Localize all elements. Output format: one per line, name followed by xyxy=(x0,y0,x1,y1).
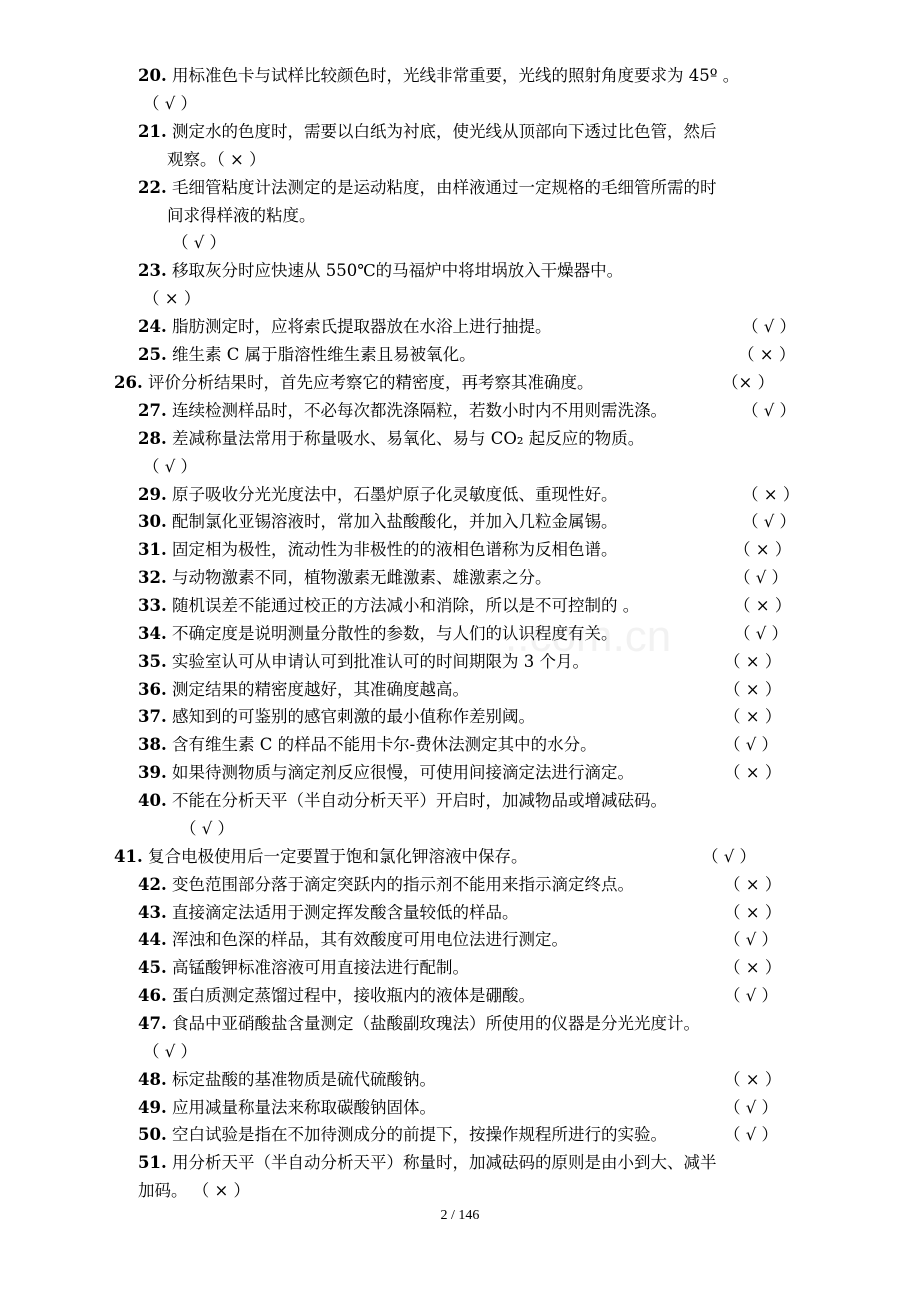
list-item xyxy=(138,648,589,676)
item-text: 标定盐酸的基准物质是硫代硫酸钠。 xyxy=(171,1070,436,1089)
list-item xyxy=(143,1038,197,1066)
list-item xyxy=(138,1094,436,1122)
item-number: 40. xyxy=(138,791,167,810)
list-item xyxy=(138,787,667,815)
answer-mark: （ × ） xyxy=(724,1070,782,1089)
item-number: 25. xyxy=(138,345,167,364)
item-text: 应用减量称量法来称取碳酸钠固体。 xyxy=(171,1098,436,1117)
list-item xyxy=(138,899,518,927)
item-number: 38. xyxy=(138,735,167,754)
item-text: 高锰酸钾标准溶液可用直接法进行配制。 xyxy=(171,958,469,977)
item-text: 原子吸收分光光度法中，石墨炉原子化灵敏度低、重现性好。 xyxy=(171,485,618,504)
item-number: 41. xyxy=(114,847,143,866)
answer-mark: （ × ） xyxy=(724,958,782,977)
list-item xyxy=(167,202,316,230)
item-number: 28. xyxy=(138,429,167,448)
item-text: 直接滴定法适用于测定挥发酸含量较低的样品。 xyxy=(171,903,519,922)
list-item xyxy=(180,815,234,843)
item-number: 21. xyxy=(138,122,167,141)
item-text: 连续检测样品时，不必每次都洗涤隔粒，若数小时内不用则需洗涤。 xyxy=(171,401,667,420)
item-text: 测定结果的精密度越好，其准确度越高。 xyxy=(171,680,469,699)
list-item xyxy=(143,90,197,118)
item-number: 24. xyxy=(138,317,167,336)
item-text: 与动物激素不同，植物激素无雌激素、雄激素之分。 xyxy=(171,568,552,587)
answer-mark: （ × ） xyxy=(724,875,782,894)
item-number: 26. xyxy=(114,373,143,392)
item-number: 22. xyxy=(138,178,167,197)
item-text: （ √ ） xyxy=(172,233,227,252)
item-number: 43. xyxy=(138,903,167,922)
item-number: 51. xyxy=(138,1153,167,1172)
item-text: 含有维生素 C 的样品不能用卡尔-费休法测定其中的水分。 xyxy=(171,735,597,754)
list-item xyxy=(138,592,639,620)
answer-mark: （ √ ） xyxy=(734,568,789,587)
answer-mark: （ √ ） xyxy=(734,624,789,643)
item-number: 37. xyxy=(138,707,167,726)
watermark: ..com.cn xyxy=(505,612,672,661)
list-item xyxy=(143,285,200,313)
item-text: 维生素 C 属于脂溶性维生素且易被氧化。 xyxy=(171,345,476,364)
list-item xyxy=(138,676,469,704)
answer-mark: （ × ） xyxy=(734,596,792,615)
item-text: 加码。 （ × ） xyxy=(138,1181,251,1200)
item-text: 用标准色卡与试样比较颜色时，光线非常重要，光线的照射角度要求为 45º 。 xyxy=(171,66,740,85)
item-number: 45. xyxy=(138,958,167,977)
item-text: 脂肪测定时，应将索氏提取器放在水浴上进行抽提。 xyxy=(171,317,552,336)
item-number: 23. xyxy=(138,261,167,280)
list-item xyxy=(138,174,716,202)
list-item xyxy=(138,62,739,90)
list-item xyxy=(138,620,617,648)
item-text: （ × ） xyxy=(143,289,201,308)
item-number: 32. xyxy=(138,568,167,587)
item-number: 46. xyxy=(138,986,167,1005)
list-item xyxy=(138,118,716,146)
list-item xyxy=(138,1010,700,1038)
list-item xyxy=(138,508,617,536)
item-number: 44. xyxy=(138,930,167,949)
item-text: 观察。（ × ） xyxy=(167,150,266,169)
answer-mark: （ √ ） xyxy=(724,1098,779,1117)
item-text: 用分析天平（半自动分析天平）称量时，加减砝码的原则是由小到大、减半 xyxy=(171,1153,717,1172)
item-number: 31. xyxy=(138,540,167,559)
list-item xyxy=(138,954,469,982)
page-number: 2 / 146 xyxy=(440,1208,480,1223)
item-text: 不确定度是说明测量分散性的参数，与人们的认识程度有关。 xyxy=(171,624,618,643)
item-text: （ √ ） xyxy=(143,457,198,476)
list-item xyxy=(138,536,617,564)
answer-mark: （ √ ） xyxy=(724,1125,779,1144)
list-item xyxy=(172,229,226,257)
answer-mark: （ × ） xyxy=(724,707,782,726)
list-item xyxy=(138,731,597,759)
item-number: 20. xyxy=(138,66,167,85)
item-number: 36. xyxy=(138,680,167,699)
list-item xyxy=(138,1177,250,1205)
item-text: 差减称量法常用于称量吸水、易氧化、易与 CO₂ 起反应的物质。 xyxy=(171,429,645,448)
list-item xyxy=(138,926,568,954)
item-number: 30. xyxy=(138,512,167,531)
answer-mark: （ √ ） xyxy=(742,317,797,336)
item-text: 评价分析结果时，首先应考察它的精密度，再考察其准确度。 xyxy=(147,373,594,392)
item-number: 50. xyxy=(138,1125,167,1144)
answer-mark: （ × ） xyxy=(724,652,782,671)
item-text: 复合电极使用后一定要置于饱和氯化钾溶液中保存。 xyxy=(147,847,528,866)
item-text: 配制氯化亚锡溶液时，常加入盐酸酸化，并加入几粒金属锡。 xyxy=(171,512,618,531)
item-text: 变色范围部分落于滴定突跃内的指示剂不能用来指示滴定终点。 xyxy=(171,875,634,894)
list-item xyxy=(138,257,623,285)
answer-mark: （ × ） xyxy=(724,903,782,922)
item-number: 47. xyxy=(138,1014,167,1033)
item-text: 感知到的可鉴别的感官刺激的最小值称作差别阈。 xyxy=(171,707,535,726)
item-number: 29. xyxy=(138,485,167,504)
item-text: 间求得样液的粘度。 xyxy=(167,206,316,225)
item-text: （ √ ） xyxy=(143,94,198,113)
answer-mark: （ × ） xyxy=(724,680,782,699)
item-number: 48. xyxy=(138,1070,167,1089)
list-item xyxy=(138,481,617,509)
list-item xyxy=(138,397,667,425)
item-number: 49. xyxy=(138,1098,167,1117)
list-item xyxy=(138,1066,436,1094)
list-item xyxy=(114,369,593,397)
item-text: 固定相为极性，流动性为非极性的的液相色谱称为反相色谱。 xyxy=(171,540,618,559)
item-text: 如果待测物质与滴定剂反应很慢，可使用间接滴定法进行滴定。 xyxy=(171,763,634,782)
item-text: 随机误差不能通过校正的方法减小和消除，所以是不可控制的 。 xyxy=(171,596,640,615)
item-text: 不能在分析天平（半自动分析天平）开启时，加减物品或增减砝码。 xyxy=(171,791,667,810)
list-item xyxy=(167,146,266,174)
answer-mark: （ × ） xyxy=(738,345,796,364)
list-item xyxy=(138,871,634,899)
item-number: 42. xyxy=(138,875,167,894)
item-number: 39. xyxy=(138,763,167,782)
list-item xyxy=(138,313,551,341)
item-text: （ √ ） xyxy=(180,819,235,838)
item-number: 35. xyxy=(138,652,167,671)
answer-mark: （ × ） xyxy=(734,540,792,559)
item-number: 33. xyxy=(138,596,167,615)
list-item xyxy=(138,425,644,453)
list-item xyxy=(138,1121,667,1149)
answer-mark: （ √ ） xyxy=(742,401,797,420)
answer-mark: （ √ ） xyxy=(724,735,779,754)
item-text: （ √ ） xyxy=(143,1042,198,1061)
list-item xyxy=(143,453,197,481)
item-number: 27. xyxy=(138,401,167,420)
list-item xyxy=(138,564,551,592)
list-item xyxy=(138,1149,716,1177)
item-text: 蛋白质测定蒸馏过程中，接收瓶内的液体是硼酸。 xyxy=(171,986,535,1005)
answer-mark: （ √ ） xyxy=(724,986,779,1005)
answer-mark: （ × ） xyxy=(742,485,800,504)
item-number: 34. xyxy=(138,624,167,643)
answer-mark: （ √ ） xyxy=(702,847,757,866)
item-text: 浑浊和色深的样品，其有效酸度可用电位法进行测定。 xyxy=(171,930,568,949)
answer-mark: （ × ） xyxy=(724,763,782,782)
answer-mark: （× ） xyxy=(722,373,775,392)
list-item xyxy=(138,703,535,731)
answer-mark: （ √ ） xyxy=(724,930,779,949)
answer-mark: （ √ ） xyxy=(742,512,797,531)
item-text: 测定水的色度时，需要以白纸为衬底，使光线从顶部向下透过比色管，然后 xyxy=(171,122,717,141)
list-item xyxy=(138,982,535,1010)
list-item xyxy=(114,843,527,871)
item-text: 空白试验是指在不加待测成分的前提下，按操作规程所进行的实验。 xyxy=(171,1125,667,1144)
list-item xyxy=(138,759,634,787)
item-text: 实验室认可从申请认可到批准认可的时间期限为 3 个月。 xyxy=(171,652,589,671)
item-text: 毛细管粘度计法测定的是运动粘度，由样液通过一定规格的毛细管所需的时 xyxy=(171,178,717,197)
item-text: 食品中亚硝酸盐含量测定（盐酸副玫瑰法）所使用的仪器是分光光度计。 xyxy=(171,1014,700,1033)
list-item xyxy=(138,341,476,369)
item-text: 移取灰分时应快速从 550℃的马福炉中将坩埚放入干燥器中。 xyxy=(171,261,624,280)
